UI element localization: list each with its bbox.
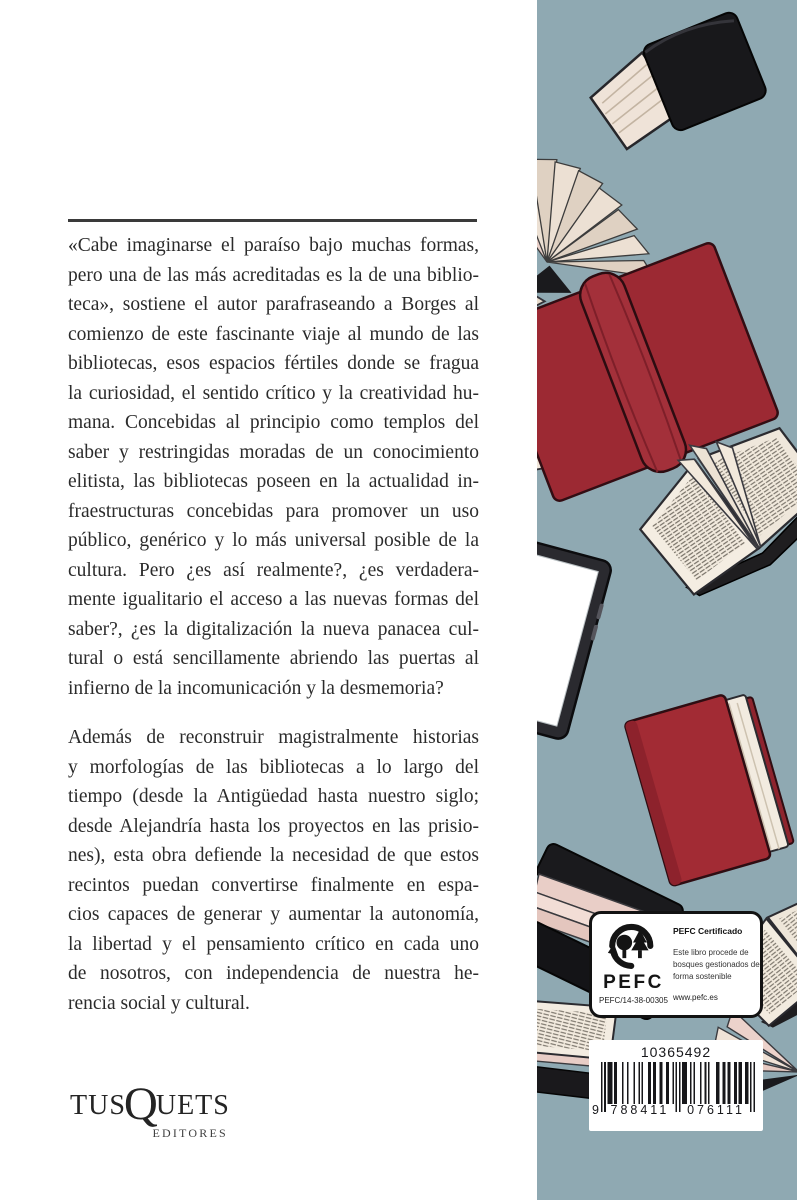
tusquets-logo [70,1072,230,1141]
svg-text:788411: 788411 [610,1103,670,1117]
text-line: desde Alejandría hasta los proyectos en las prisio- [68,815,479,837]
flying-books-illustration [537,0,797,1200]
pefc-title: PEFC Certificado [672,926,743,936]
text-line: infierno de la incomunicación y la desmemoria? [68,677,444,699]
text-line: saber?, ¿es la digitalización la nueva panacea cul- [68,618,479,640]
divider-rule [68,219,477,222]
text-line: tiempo (desde la Antigüedad hasta nuestro siglo; [68,786,479,807]
back-cover-text [68,231,479,1018]
tablet [537,534,615,741]
wordmark-prefix: TUS [70,1090,126,1121]
flying-book-black-top [581,4,775,166]
pefc-wordmark: PEFC [603,972,664,993]
paragraph-1 [68,231,479,703]
barcode-box [589,1040,763,1131]
text-line: saber y restringidas moradas de un conocimiento [68,441,479,463]
text-line: pero una de las más acreditadas es la de una biblio- [68,264,479,286]
barcode-bars [590,1062,762,1118]
text-line: cios capaces de generar y aumentar la autonomía, [68,904,479,925]
pefc-text-block [668,920,763,1010]
barcode-top-number: 10365492 [640,1044,712,1060]
text-line: rencia social y cultural. [68,992,250,1014]
pefc-website: www.pefc.es [672,993,718,1002]
svg-text:9: 9 [592,1103,599,1117]
wordmark-suffix: UETS [155,1090,230,1121]
text-line: tural o está sencillamente abriendo las puertas al [68,648,479,669]
text-line: bibliotecas, esos espacios fértiles donde se fragua [68,353,479,374]
text-line: la curiosidad, el sentido crítico y la creatividad hu- [68,382,479,404]
text-line: la libertad y el pensamiento crítico en cada uno [68,933,479,955]
pefc-cert-code: PEFC/14-38-00305 [599,996,668,1005]
pefc-description: Este libro procede de bosques gestionados de forma sostenible [672,948,760,981]
svg-text:076111: 076111 [687,1103,745,1117]
illustration-panel [537,0,797,1200]
text-line: «Cabe imaginarse el paraíso bajo muchas formas, [68,235,479,256]
text-line: de nosotros, con independencia de nuestra he- [68,963,479,984]
text-line: Además de reconstruir magistralmente historias [68,727,479,748]
pefc-trees-recycle-icon [605,920,661,972]
text-line: nes), esta obra defiende la necesidad de que estos [68,845,479,866]
text-line: mente igualitario el acceso a las nuevas formas del [68,589,479,610]
flying-book-red-closed [624,687,796,886]
paragraph-2 [68,723,479,1018]
text-line: cultura. Pero ¿es así realmente?, ¿es verdadera- [68,559,479,581]
text-line: fraestructuras concebidas para promover un uso [68,500,479,522]
text-line: y morfologías de las bibliotecas a lo largo del [68,756,479,778]
text-line: comienzo de este fascinante viaje al mundo de las [68,323,479,345]
pefc-label [589,911,763,1018]
wordmark-big-q: Q [123,1078,158,1130]
tusquets-wordmark [70,1072,230,1130]
text-line: elitista, las bibliotecas poseen en la actualidad in- [68,471,479,492]
text-line: mana. Concebidas al principio como templos del [68,412,479,433]
text-line: teca», sostiene el autor parafraseando a Borges al [68,294,479,315]
pefc-logo-block [599,920,668,1010]
text-line: recintos puedan convertirse finalmente en espa- [68,874,479,896]
text-line: público, genérico y lo más universal posible de la [68,530,479,551]
editores-subtitle: EDITORES [152,1126,228,1140]
